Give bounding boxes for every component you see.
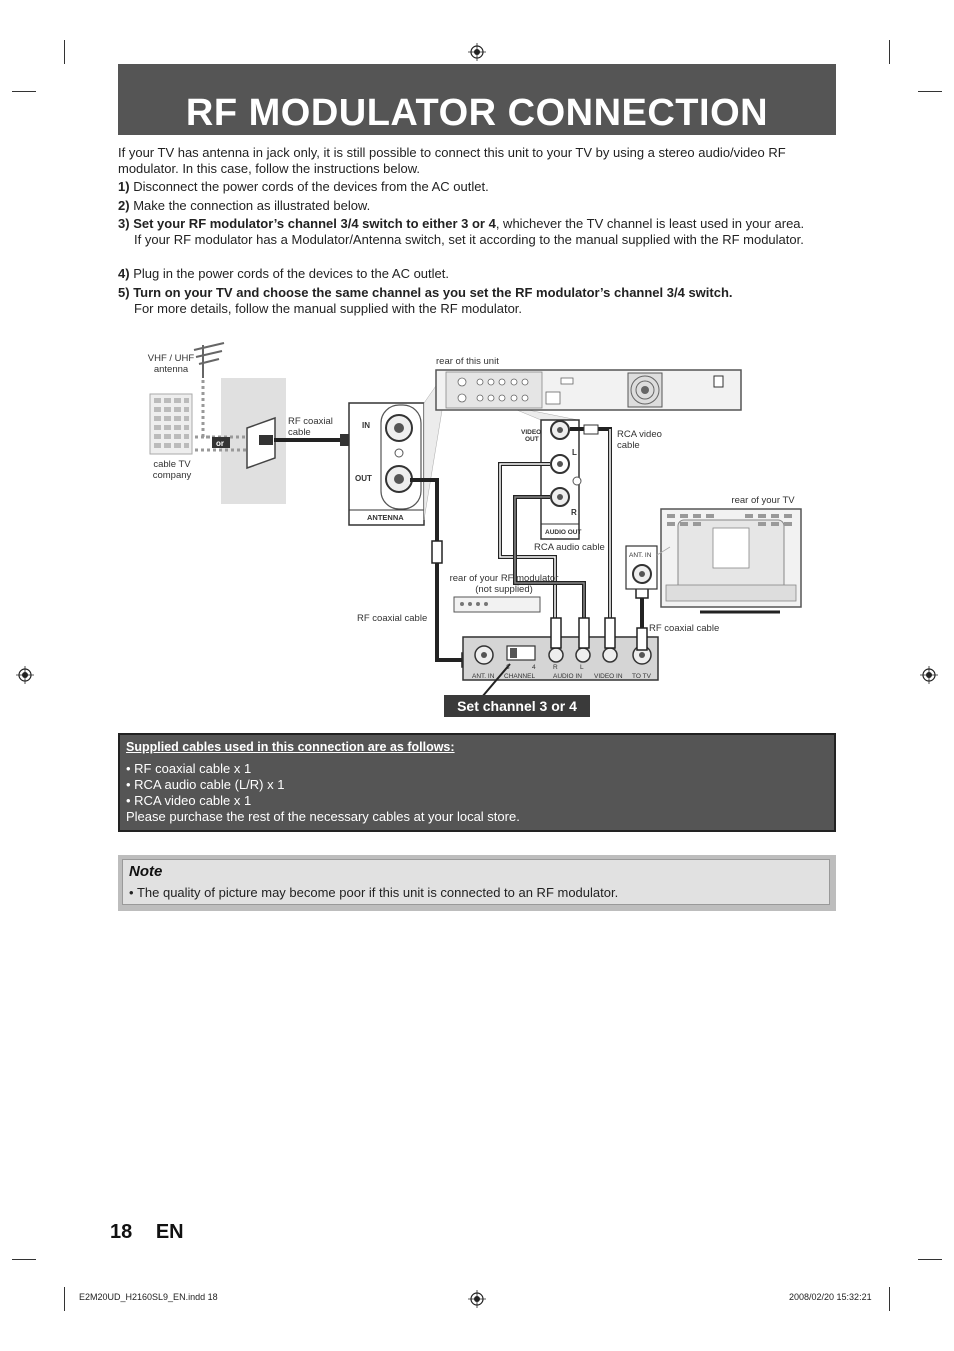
mod-audio-in-label: AUDIO IN [553,673,582,680]
supplied-footer: Please purchase the rest of the necessary cables at your local store. [126,809,520,824]
supplied-item: • RCA audio cable (L/R) x 1 [126,777,285,792]
footer-file: E2M20UD_H2160SL9_EN.indd 18 [79,1292,218,1302]
rear-of-tv [661,509,801,612]
page-number-value: 18 [110,1221,133,1243]
vhf-uhf-text: VHF / UHF [147,353,195,364]
antenna-panel-label: ANTENNA [367,513,404,522]
audio-out-label: AUDIO OUT [545,529,582,536]
mod-audio-in-r-jack [549,648,563,662]
page-number [110,1221,184,1244]
rear-of-tv-label: rear of your TV [731,495,795,506]
mod-video-in-label: VIDEO IN [594,673,623,680]
supplied-item: • RF coaxial cable x 1 [126,761,252,776]
cable-tv-label [142,459,202,481]
mod-to-tv-label: TO TV [632,673,651,680]
step-text: , whichever the TV channel is least used in your area. [495,216,805,231]
not-supplied-text: (not supplied) [475,584,533,595]
crop-mark [64,1287,65,1311]
step-number: 3) [118,216,130,231]
mod-r-label: R [553,664,558,671]
note-title: Note [129,863,163,880]
rear-of-unit-label: rear of this unit [436,356,499,367]
supplied-items [126,761,520,825]
rear-of-modulator-label [436,573,572,595]
rca-video-text: RCA video [617,429,662,440]
step-continuation: If your RF modulator has a Modulator/Antenna switch, set it according to the manual supplied with the RF modulator. [134,232,804,247]
step-number: 4) [118,266,130,281]
cable-tv-text: cable TV [153,459,191,470]
rf-coaxial-text: RF coaxial [288,416,333,427]
rca-video-cable-text: cable [617,440,640,451]
mod-ant-in-label: ANT. IN [472,673,495,680]
step-bold-text: Set your RF modulator’s channel 3/4 switch to either 3 or 4 [133,216,496,231]
mod-video-in-jack [603,648,617,662]
mod-3-label: 3 [506,664,510,671]
rf-coaxial-right-label: RF coaxial cable [649,623,720,634]
step-text: Plug in the power cords of the devices to the AC outlet. [133,266,449,281]
step-number: 1) [118,179,130,194]
page-title: RF MODULATOR CONNECTION [185,92,769,134]
rca-video-cable-label [617,429,687,451]
footer-date: 2008/02/20 15:32:21 [789,1292,872,1302]
crop-mark [918,1259,942,1260]
step-number: 2) [118,198,130,213]
step-bold-text: Turn on your TV and choose the same channel as you set the RF modulator’s channel 3/4 switch. [133,285,733,300]
cable-text: cable [288,427,311,438]
mod-channel-label: CHANNEL [504,673,536,680]
antenna-text: antenna [153,364,189,375]
step-number: 5) [118,285,130,300]
rca-audio-cable-label: RCA audio cable [534,542,605,553]
cable-tv-building-icon [150,394,192,454]
r-label: R [571,508,577,517]
crop-mark [889,1287,890,1311]
registration-mark-icon [468,1290,486,1308]
page-language: EN [155,1221,184,1243]
or-label: or [216,439,224,448]
intro-paragraph: If your TV has antenna in jack only, it is still possible to connect this unit to your TV by using a stereo audio/video RF modulator. In this case, follow the instructions below. [118,145,786,176]
company-text: company [152,470,192,481]
step-continuation: For more details, follow the manual supplied with the RF modulator. [134,301,523,316]
note-bullet: • [129,885,134,900]
rear-modulator-text: rear of your RF modulator [449,573,559,584]
rf-coaxial-top-label [288,416,348,438]
crop-mark [12,1259,36,1260]
mod-l-label: L [580,664,584,671]
note-content: The quality of picture may become poor if this unit is connected to an RF modulator. [136,885,619,900]
supplied-cables-box [118,733,836,832]
rf-modulator-icon [454,597,540,612]
out-label: OUT [355,474,372,483]
l-label: L [572,448,577,457]
mod-audio-in-l-jack [576,648,590,662]
video-label: VIDEO [521,429,542,436]
supplied-item: • RCA video cable x 1 [126,793,252,808]
rf-coaxial-left-label: RF coaxial cable [357,613,428,624]
set-channel-callout: Set channel 3 or 4 [444,695,590,717]
step-text: Make the connection as illustrated below. [133,198,371,213]
note-inner [122,859,830,905]
vhf-uhf-label [140,353,202,375]
tv-ant-in-label: ANT. IN [629,552,652,559]
supplied-heading: Supplied cables used in this connection are as follows: [126,740,455,754]
step-text: Disconnect the power cords of the devices from the AC outlet. [133,179,489,194]
mod-4-label: 4 [532,664,536,671]
in-label: IN [362,421,370,430]
note-text [129,885,618,900]
video-out-label: OUT [525,436,539,443]
note-box [118,855,836,911]
